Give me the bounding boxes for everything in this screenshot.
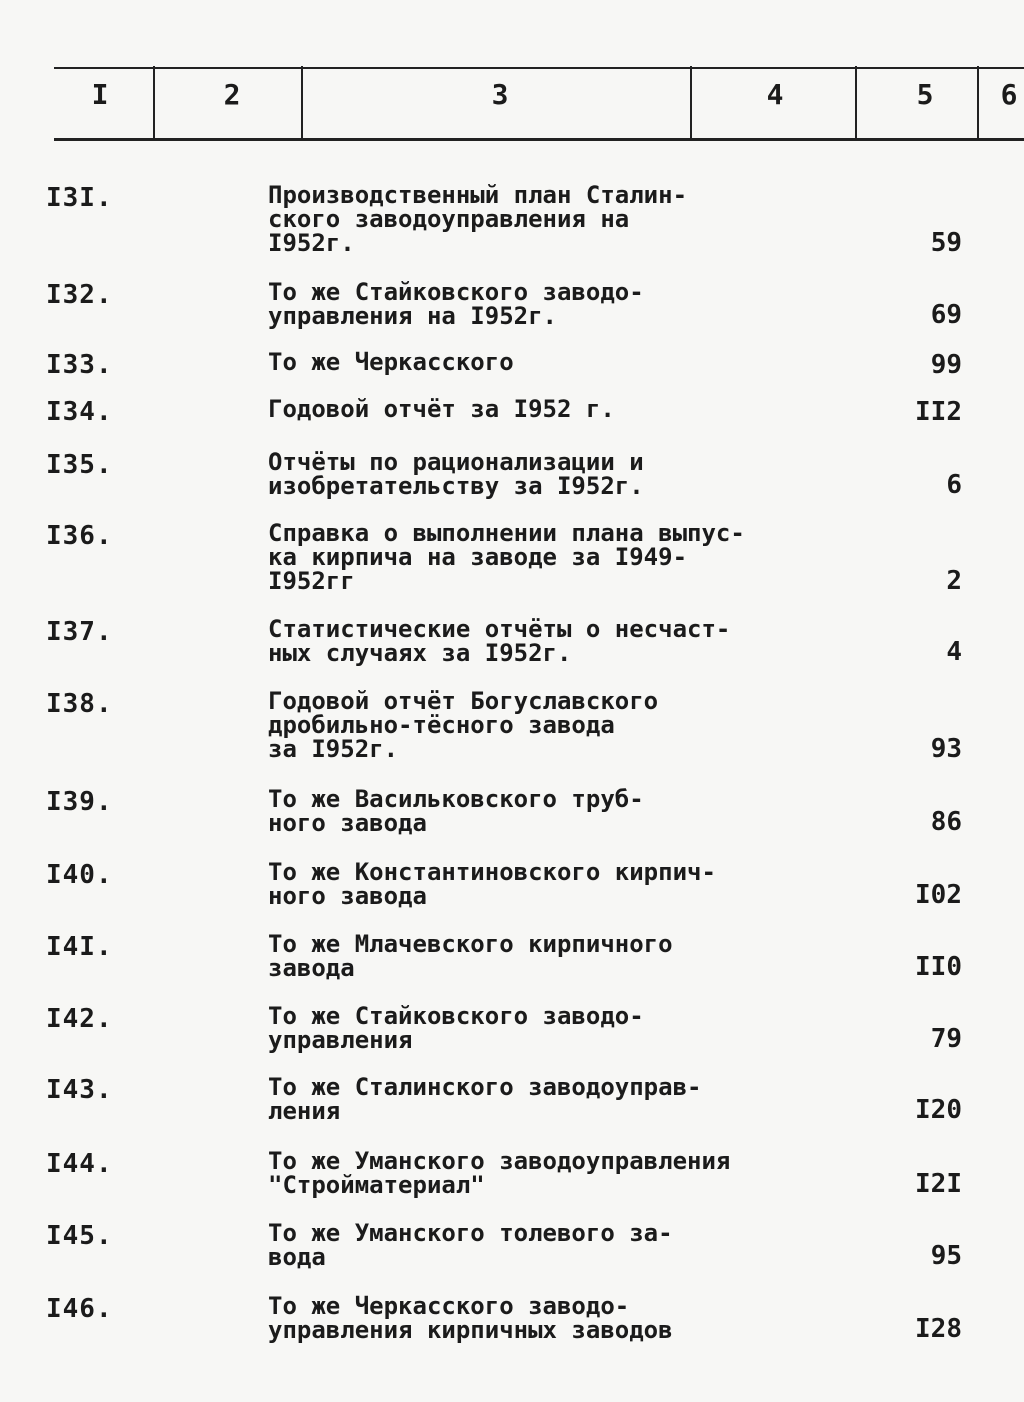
entry-title-line: управления на I952г. [268, 302, 557, 330]
entry-number: I4I. [46, 932, 113, 962]
entry-sheet-count: I02 [915, 880, 962, 910]
entry-sheet-count: 86 [930, 807, 962, 837]
column-number: 5 [916, 78, 934, 111]
entry-title-line: за I952г. [268, 735, 399, 763]
entry-title-line: Отчёты по рационализации и [268, 448, 644, 476]
entry-title-line: Годовой отчёт за I952 г. [268, 395, 615, 423]
header-bottom-rule [54, 138, 1024, 141]
entry-sheet-count: I2I [915, 1169, 962, 1199]
entry-sheet-count: 79 [930, 1024, 962, 1054]
entry-title [268, 1294, 768, 1342]
entry-sheet-count: I28 [915, 1314, 962, 1344]
header-divider [855, 66, 857, 139]
entry-title [268, 183, 768, 255]
entry-title-line: То же Стайковского заводо- [268, 1002, 644, 1030]
entry-title [268, 1075, 768, 1123]
entry-title [268, 787, 768, 835]
entry-title-line: управления [268, 1026, 413, 1054]
entry-title-line: ления [268, 1097, 341, 1125]
entry-number: I32. [46, 280, 113, 310]
column-number: I [91, 78, 109, 111]
entry-sheet-count: 4 [946, 637, 962, 667]
entry-title-line: Годовой отчёт Богуславского [268, 687, 659, 715]
entry-title-line: управления кирпичных заводов [268, 1316, 673, 1344]
entry-sheet-count: 2 [946, 566, 962, 596]
entry-sheet-count: 99 [930, 350, 962, 380]
entry-title-line: То же Сталинского заводоуправ- [268, 1073, 702, 1101]
entry-title [268, 521, 768, 593]
entry-sheet-count: 6 [946, 470, 962, 500]
entry-title-line: То же Васильковского труб- [268, 785, 644, 813]
entry-number: I36. [46, 521, 113, 551]
entry-title-line: Статистические отчёты о несчаст- [268, 615, 731, 643]
entry-sheet-count: 93 [930, 734, 962, 764]
entry-title-line: То же Черкасского заводо- [268, 1292, 630, 1320]
entry-sheet-count: 59 [930, 228, 962, 258]
entry-sheet-count: 69 [930, 300, 962, 330]
entry-title [268, 1149, 768, 1197]
entry-title-line: ка кирпича на заводе за I949- [268, 543, 688, 571]
entry-title-line: вода [268, 1243, 326, 1271]
entry-number: I37. [46, 617, 113, 647]
entry-number: I40. [46, 860, 113, 890]
entry-number: I45. [46, 1221, 113, 1251]
entry-title-line: I952гг [268, 567, 355, 595]
entry-number: I42. [46, 1004, 113, 1034]
entry-title [268, 689, 768, 761]
entry-title-line: Производственный план Сталин- [268, 181, 688, 209]
entry-title-line: "Стройматериал" [268, 1171, 485, 1199]
entry-title-line: ского заводоуправления на [268, 205, 630, 233]
entry-number: I38. [46, 689, 113, 719]
header-divider [690, 66, 692, 139]
entry-sheet-count: I20 [915, 1095, 962, 1125]
header-divider [977, 66, 979, 139]
entry-sheet-count: 95 [930, 1241, 962, 1271]
entry-title [268, 860, 768, 908]
header-divider [153, 66, 155, 139]
column-number: 3 [491, 78, 509, 111]
header-divider [301, 66, 303, 139]
entry-title-line: дробильно-тёсного завода [268, 711, 615, 739]
entry-title [268, 932, 768, 980]
column-number: 2 [223, 78, 241, 111]
entry-number: I39. [46, 787, 113, 817]
entry-title [268, 617, 768, 665]
entry-title-line: То же Стайковского заводо- [268, 278, 644, 306]
entry-title-line: I952г. [268, 229, 355, 257]
column-number: 6 [1000, 78, 1018, 111]
entry-number: I3I. [46, 183, 113, 213]
entry-title [268, 280, 768, 328]
entry-title [268, 450, 768, 498]
entry-sheet-count: II2 [915, 397, 962, 427]
entry-title-line: ных случаях за I952г. [268, 639, 572, 667]
entry-title [268, 397, 768, 421]
entry-title-line: ного завода [268, 809, 427, 837]
entry-title [268, 1004, 768, 1052]
entry-number: I44. [46, 1149, 113, 1179]
entry-title-line: То же Млачевского кирпичного [268, 930, 673, 958]
entry-number: I35. [46, 450, 113, 480]
entry-number: I46. [46, 1294, 113, 1324]
column-number: 4 [766, 78, 784, 111]
entry-sheet-count: II0 [915, 952, 962, 982]
entry-title-line: То же Константиновского кирпич- [268, 858, 716, 886]
entry-number: I33. [46, 350, 113, 380]
entry-title [268, 1221, 768, 1269]
entry-number: I34. [46, 397, 113, 427]
entry-title-line: ного завода [268, 882, 427, 910]
entry-title-line: завода [268, 954, 355, 982]
entry-title-line: Справка о выполнении плана выпус- [268, 519, 745, 547]
entry-title-line: То же Черкасского [268, 348, 514, 376]
entry-title-line: То же Уманского толевого за- [268, 1219, 673, 1247]
header-top-rule [54, 67, 1024, 69]
entry-title-line: То же Уманского заводоуправления [268, 1147, 731, 1175]
entry-number: I43. [46, 1075, 113, 1105]
entry-title-line: изобретательству за I952г. [268, 472, 644, 500]
entry-title [268, 350, 768, 374]
